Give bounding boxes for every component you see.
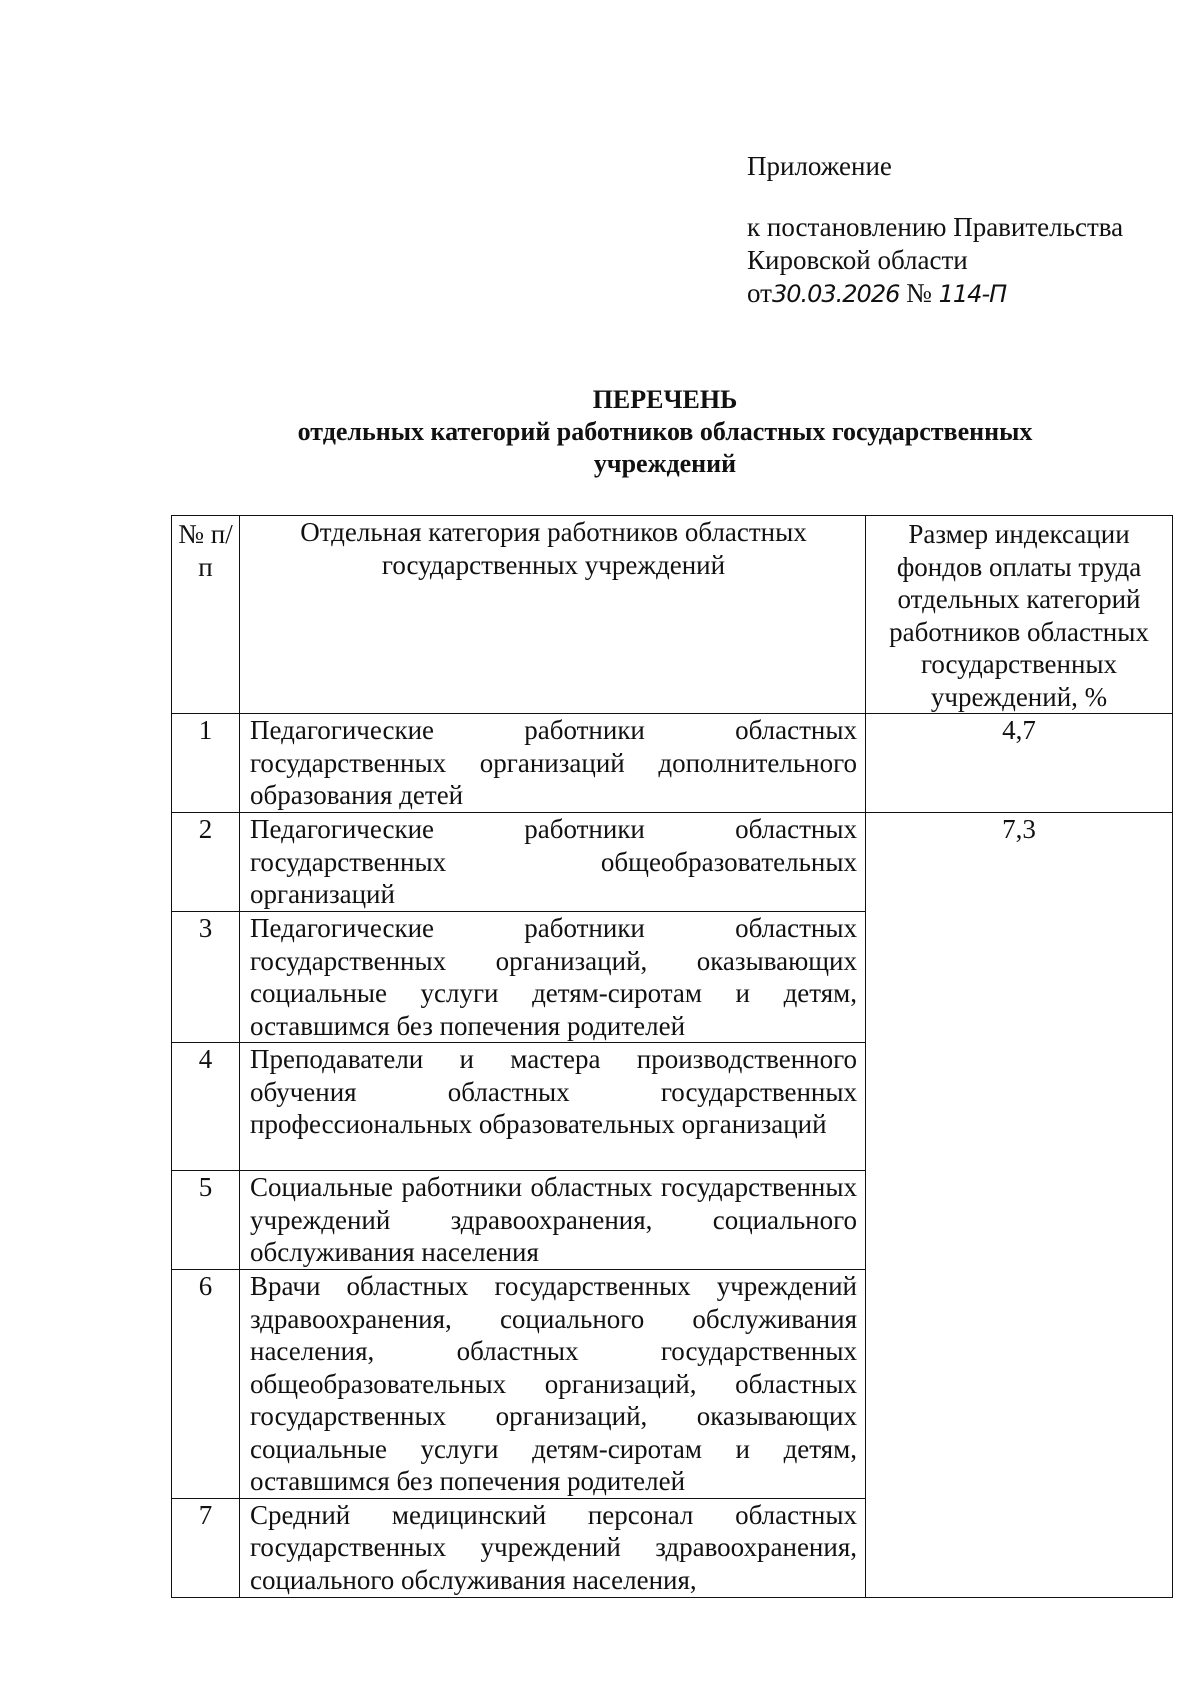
row-num: 1 [172,714,240,813]
table-header-row [172,516,1173,714]
handwritten-number: 114-П [938,280,1007,308]
appendix-date-line [747,277,1123,311]
row-num: 5 [172,1171,240,1270]
heading-title: ПЕРЕЧЕНЬ [592,385,738,414]
row-category: Социальные работники областных государственных учреждений здравоохранения, социального обслуживания населения [240,1171,866,1270]
row-category: Врачи областных государственных учреждений здравоохранения, социального обслуживания населения, областных государственных общеобразовательных организаций, областных государственных организаций, оказывающих социальные услуги детям-сиротам и детям, оставшимся без попечения родителей [240,1270,866,1499]
row-value: 4,7 [866,714,1173,813]
header-category: Отдельная категория работников областных государственных учреждений [240,516,866,714]
row-category: Педагогические работники областных государственных общеобразовательных организаций [240,813,866,912]
date-prefix: от [747,278,772,308]
row-num: 2 [172,813,240,912]
categories-table [171,515,1173,1598]
row-num: 7 [172,1498,240,1597]
heading-subtitle-line1: отдельных категорий работников областных государственных [297,417,1033,446]
row-category: Педагогические работники областных государственных организаций, оказывающих социальные услуги детям-сиротам и детям, оставшимся без попечения родителей [240,912,866,1043]
header-num: № п/п [172,516,240,714]
row-value: 7,3 [866,813,1173,1598]
header-value: Размер индексации фондов оплаты труда отдельных категорий работников областных государственных учреждений, % [866,516,1173,714]
row-num: 6 [172,1270,240,1499]
handwritten-date: 30.03.2026 [771,280,900,308]
appendix-title: Приложение [747,151,892,181]
row-category: Преподаватели и мастера производственного обучения областных государственных профессиональных образовательных организаций [240,1043,866,1171]
table-row [172,714,1173,813]
row-category: Средний медицинский персонал областных государственных учреждений здравоохранения, социального обслуживания населения, [240,1498,866,1597]
row-num: 4 [172,1043,240,1171]
document-heading [120,384,1200,480]
number-prefix: № [906,278,932,308]
table-row [172,813,1173,912]
appendix-line2: Кировской области [747,245,968,275]
row-category: Педагогические работники областных государственных организаций дополнительного образования детей [240,714,866,813]
heading-subtitle-line2: учреждений [593,449,737,478]
appendix-line1: к постановлению Правительства [747,212,1124,242]
row-num: 3 [172,912,240,1043]
appendix-block [747,150,1123,311]
